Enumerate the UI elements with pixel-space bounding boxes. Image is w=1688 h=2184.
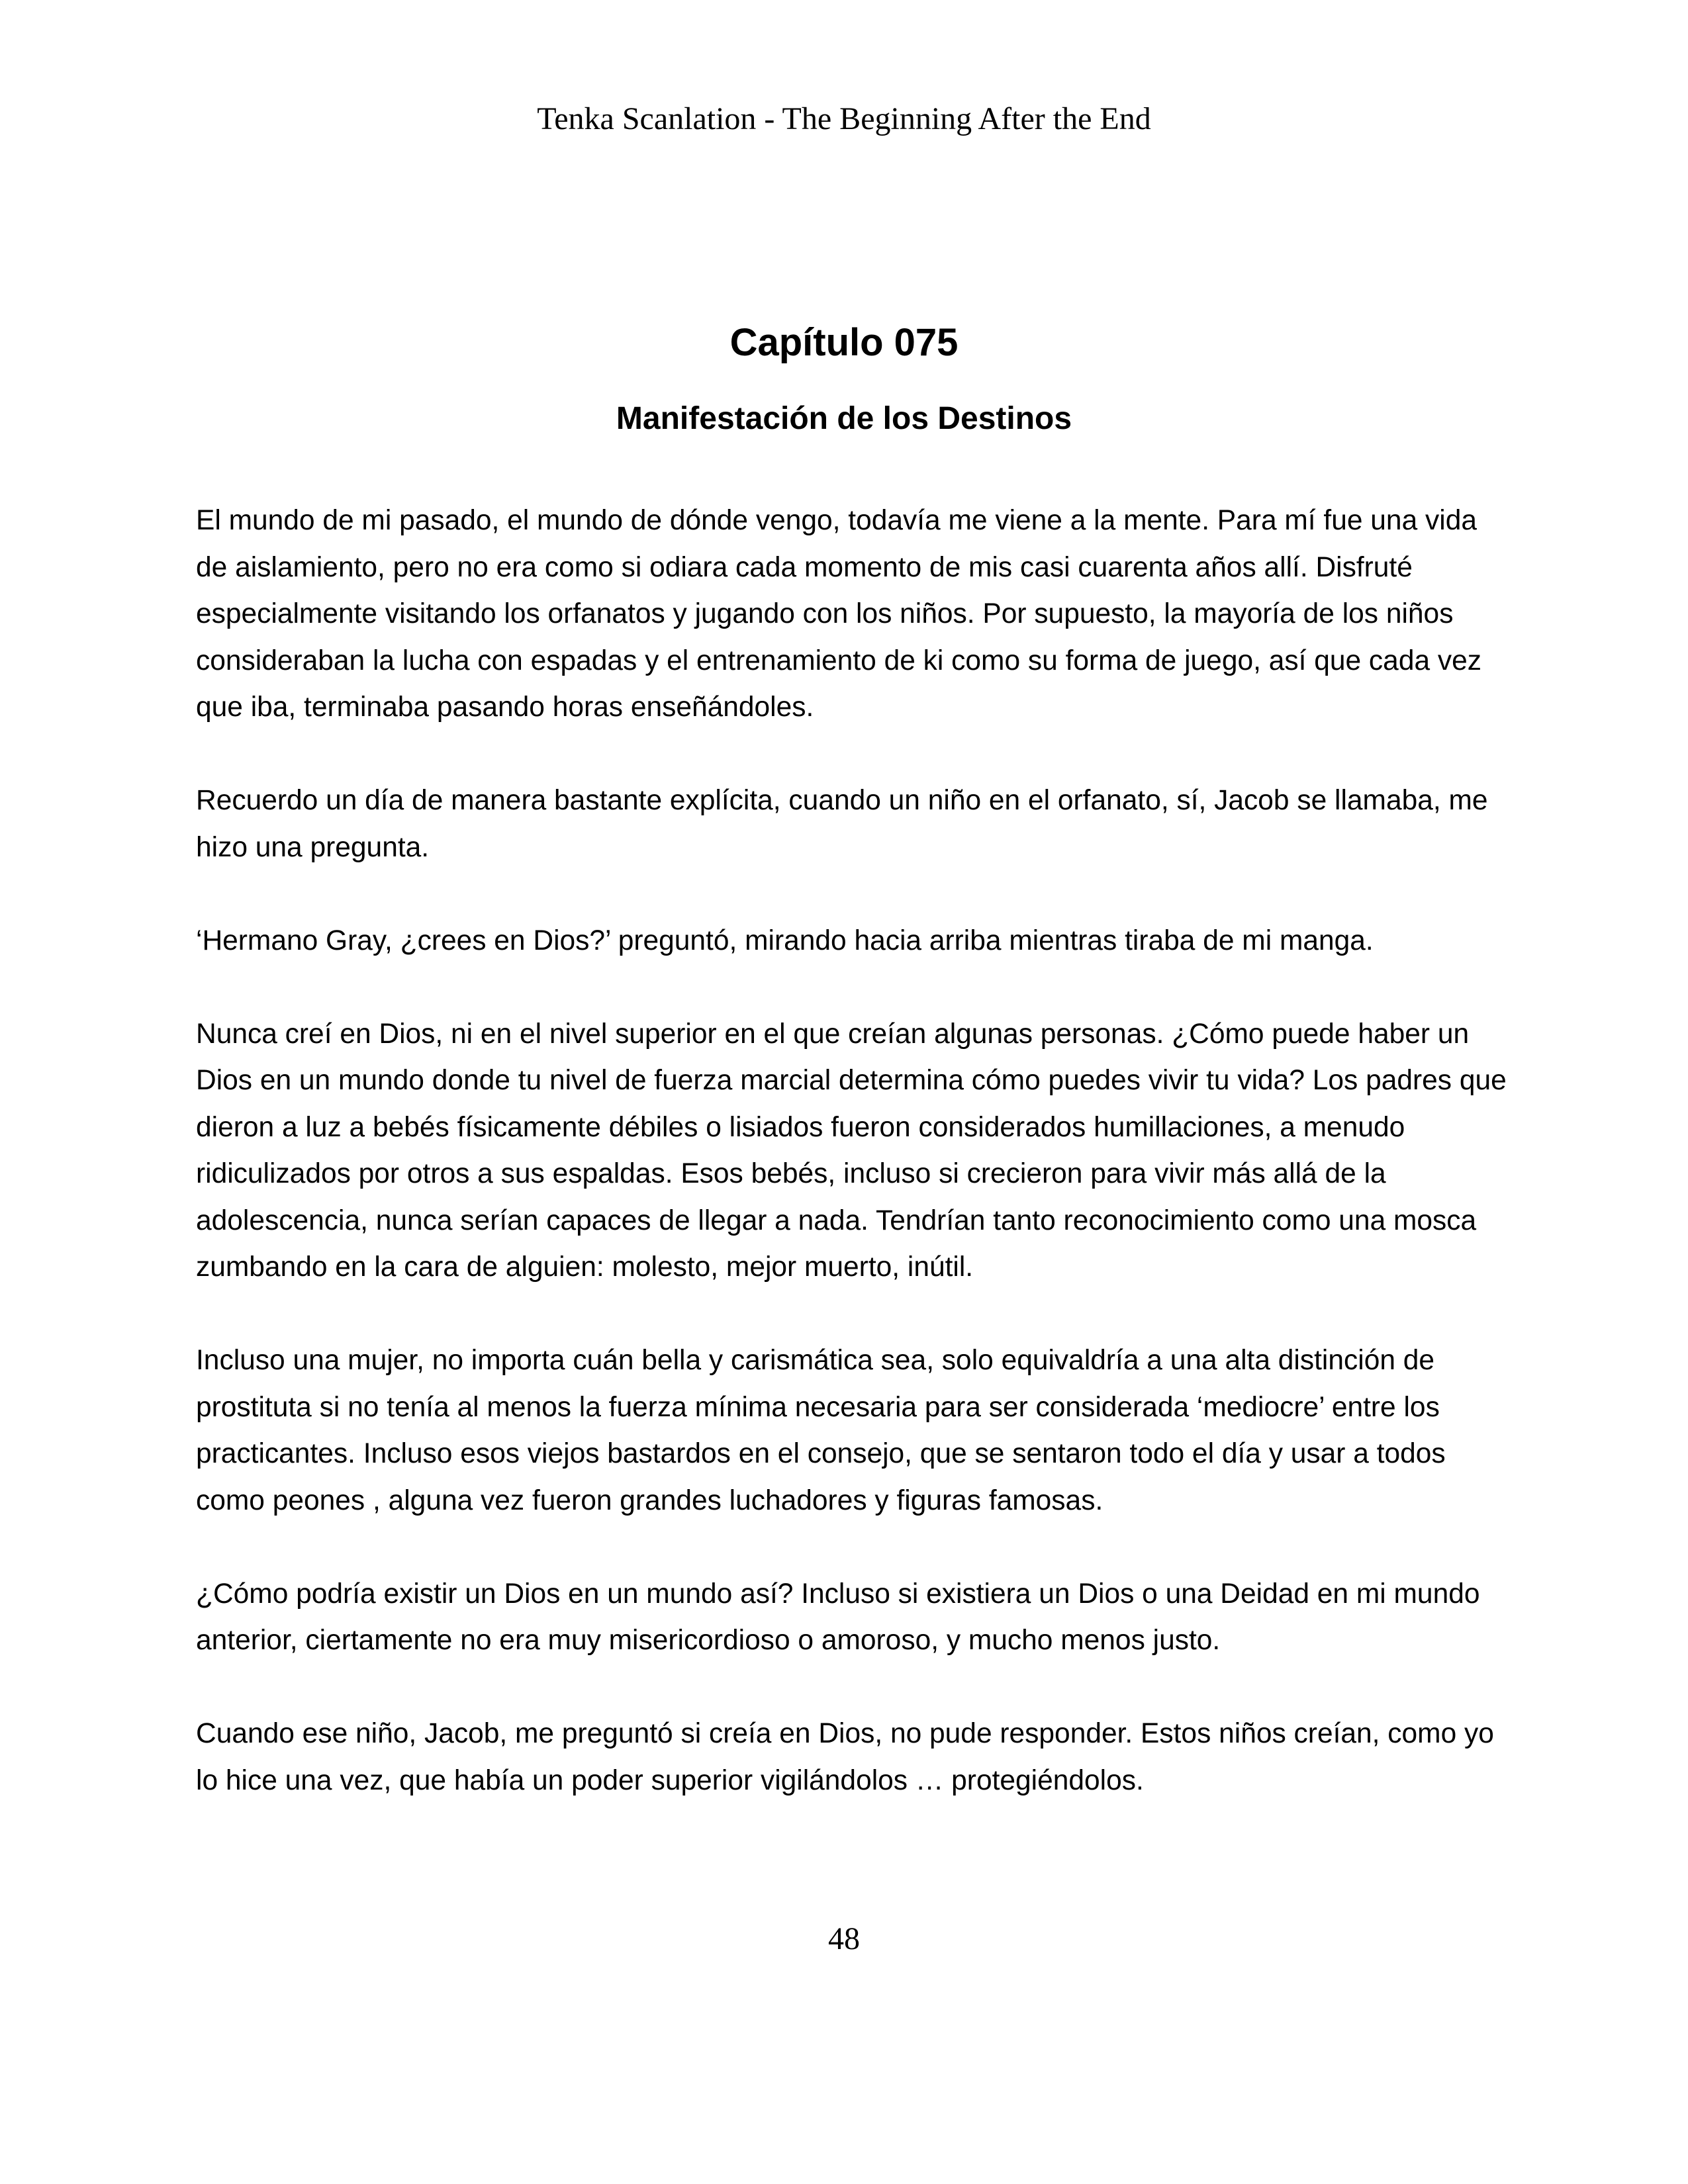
paragraph: El mundo de mi pasado, el mundo de dónde vengo, todavía me viene a la mente. Para mí fue una vida de aislamiento, pero no era como si odiara cada momento de mis casi cuarenta años allí. Disfruté especialmente visitando los orfanatos y jugando con los niños. Por supuesto, la mayoría de los niños consideraban la lucha con espadas y el entrenamiento de ki como su forma de juego, así que cada vez que iba, terminaba pasando horas enseñándoles.: [196, 505, 1482, 723]
paragraph: ¿Cómo podría existir un Dios en un mundo así? Incluso si existiera un Dios o una Deidad en mi mundo anterior, ciertamente no era muy misericordioso o amoroso, y mucho menos justo.: [196, 1578, 1480, 1656]
chapter-title: Capítulo 075: [729, 321, 959, 364]
paragraph: Recuerdo un día de manera bastante explícita, cuando un niño en el orfanato, sí, Jacob se llamaba, me hizo una pregunta.: [196, 785, 1488, 863]
page-number: 48: [828, 1921, 860, 1956]
chapter-subtitle: Manifestación de los Destinos: [616, 401, 1072, 436]
paragraph: Nunca creí en Dios, ni en el nivel superior en el que creían algunas personas. ¿Cómo puede haber un Dios en un mundo donde tu nivel de fuerza marcial determina cómo puedes vivir tu vida? Los padres que dieron a luz a bebés físicamente débiles o lisiados fueron considerados humillaciones, a menudo ridiculizados por otros a sus espaldas. Esos bebés, incluso si crecieron para vivir más allá de la adolescencia, nunca serían capaces de llegar a nada. Tendrían tanto reconocimiento como una mosca zumbando en la cara de alguien: molesto, mejor muerto, inútil.: [196, 1018, 1507, 1283]
paragraph: Cuando ese niño, Jacob, me preguntó si creía en Dios, no pude responder. Estos niños creían, como yo lo hice una vez, que había un poder superior vigilándolos … protegiéndolos.: [196, 1718, 1494, 1796]
running-header: Tenka Scanlation - The Beginning After the End: [537, 101, 1151, 136]
paragraph: Incluso una mujer, no importa cuán bella y carismática sea, solo equivaldría a una alta distinción de prostituta si no tenía al menos la fuerza mínima necesaria para ser considerada ‘mediocre’ entre los practicantes. Incluso esos viejos bastardos en el consejo, que se sentaron todo el día y usar a todos como peones , alguna vez fueron grandes luchadores y figuras famosas.: [196, 1345, 1446, 1516]
chapter-body: [196, 498, 1507, 1851]
paragraph: ‘Hermano Gray, ¿crees en Dios?’ preguntó, mirando hacia arriba mientras tiraba de mi manga.: [196, 925, 1374, 956]
